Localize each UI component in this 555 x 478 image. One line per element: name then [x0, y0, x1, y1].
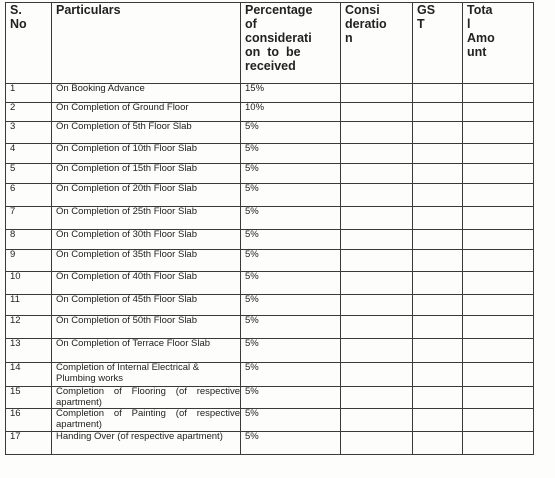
header-percentage-line: received [245, 59, 296, 73]
cell-particulars: Completion of Painting (of respective apartment) [52, 409, 241, 432]
cell-consideration [341, 144, 413, 164]
cell-sno: 9 [6, 250, 52, 272]
cell-percentage: 5% [241, 409, 341, 432]
cell-consideration [341, 250, 413, 272]
cell-percentage: 5% [241, 339, 341, 363]
table-row [6, 144, 534, 164]
cell-consideration [341, 184, 413, 207]
header-sno [6, 3, 52, 84]
table-row [6, 84, 534, 103]
cell-total-amount [463, 409, 534, 432]
table-row [6, 250, 534, 272]
cell-consideration [341, 363, 413, 387]
cell-percentage: 5% [241, 250, 341, 272]
cell-consideration [341, 164, 413, 184]
payment-schedule-table [5, 2, 534, 455]
cell-gst [413, 295, 463, 316]
table-row [6, 103, 534, 122]
cell-sno: 12 [6, 316, 52, 339]
cell-percentage: 15% [241, 84, 341, 103]
cell-particulars: On Completion of 30th Floor Slab [52, 230, 241, 250]
header-percentage-line: on to be [245, 45, 301, 59]
table-row [6, 339, 534, 363]
cell-particulars: On Completion of 20th Floor Slab [52, 184, 241, 207]
header-percentage-line: considerati [245, 31, 312, 45]
cell-percentage: 5% [241, 387, 341, 409]
cell-gst [413, 164, 463, 184]
cell-sno: 17 [6, 432, 52, 455]
cell-percentage: 5% [241, 144, 341, 164]
cell-particulars: On Completion of 40th Floor Slab [52, 272, 241, 295]
header-total-line: l [467, 17, 471, 31]
cell-consideration [341, 316, 413, 339]
cell-particulars: Completion of Internal Electrical & Plumbing works [52, 363, 241, 387]
cell-consideration [341, 122, 413, 144]
cell-particulars: On Completion of 50th Floor Slab [52, 316, 241, 339]
cell-sno: 6 [6, 184, 52, 207]
cell-consideration [341, 84, 413, 103]
table-row [6, 363, 534, 387]
cell-consideration [341, 103, 413, 122]
cell-particulars: Handing Over (of respective apartment) [52, 432, 241, 455]
header-total-line: unt [467, 45, 487, 59]
cell-particulars: On Completion of 25th Floor Slab [52, 207, 241, 230]
header-total-line: Amo [467, 31, 495, 45]
cell-percentage: 5% [241, 207, 341, 230]
cell-total-amount [463, 250, 534, 272]
table-row [6, 122, 534, 144]
cell-percentage: 5% [241, 184, 341, 207]
cell-percentage: 5% [241, 316, 341, 339]
table-row [6, 387, 534, 409]
header-percentage [241, 3, 341, 84]
header-consideration-line: deratio [345, 17, 387, 31]
table-row [6, 207, 534, 230]
cell-gst [413, 250, 463, 272]
cell-percentage: 5% [241, 272, 341, 295]
cell-sno: 7 [6, 207, 52, 230]
cell-consideration [341, 409, 413, 432]
cell-sno: 2 [6, 103, 52, 122]
cell-total-amount [463, 84, 534, 103]
cell-particulars: On Completion of 45th Floor Slab [52, 295, 241, 316]
cell-total-amount [463, 230, 534, 250]
cell-particulars: On Completion of 35th Floor Slab [52, 250, 241, 272]
cell-sno: 3 [6, 122, 52, 144]
cell-particulars: On Completion of Terrace Floor Slab [52, 339, 241, 363]
table-row [6, 409, 534, 432]
cell-gst [413, 122, 463, 144]
table-row [6, 230, 534, 250]
cell-gst [413, 387, 463, 409]
header-consideration [341, 3, 413, 84]
cell-total-amount [463, 295, 534, 316]
cell-total-amount [463, 339, 534, 363]
cell-total-amount [463, 122, 534, 144]
header-consideration-line: n [345, 31, 353, 45]
cell-particulars: On Completion of 10th Floor Slab [52, 144, 241, 164]
cell-gst [413, 207, 463, 230]
table-row [6, 295, 534, 316]
header-percentage-line: Percentage [245, 3, 313, 17]
cell-gst [413, 272, 463, 295]
cell-consideration [341, 339, 413, 363]
cell-total-amount [463, 363, 534, 387]
table-row [6, 432, 534, 455]
header-consideration-line: Consi [345, 3, 380, 17]
header-gst-line: GS [417, 3, 436, 17]
cell-gst [413, 144, 463, 164]
cell-gst [413, 316, 463, 339]
cell-consideration [341, 295, 413, 316]
cell-consideration [341, 272, 413, 295]
cell-percentage: 10% [241, 103, 341, 122]
cell-consideration [341, 230, 413, 250]
cell-total-amount [463, 432, 534, 455]
cell-sno: 10 [6, 272, 52, 295]
cell-gst [413, 363, 463, 387]
cell-total-amount [463, 316, 534, 339]
cell-gst [413, 103, 463, 122]
header-sno-line: S. [10, 3, 22, 17]
cell-percentage: 5% [241, 164, 341, 184]
cell-percentage: 5% [241, 432, 341, 455]
header-particulars: Particulars [52, 3, 241, 84]
header-total-amount [463, 3, 534, 84]
cell-total-amount [463, 184, 534, 207]
table-body [6, 84, 534, 455]
cell-consideration [341, 432, 413, 455]
cell-gst [413, 230, 463, 250]
cell-sno: 5 [6, 164, 52, 184]
cell-gst [413, 409, 463, 432]
header-sno-line: No [10, 17, 27, 31]
cell-consideration [341, 207, 413, 230]
cell-total-amount [463, 164, 534, 184]
cell-particulars: Completion of Flooring (of respective apartment) [52, 387, 241, 409]
cell-particulars: On Booking Advance [52, 84, 241, 103]
cell-percentage: 5% [241, 295, 341, 316]
header-total-line: Tota [467, 3, 493, 17]
table-row [6, 164, 534, 184]
cell-total-amount [463, 207, 534, 230]
cell-total-amount [463, 387, 534, 409]
cell-particulars: On Completion of 5th Floor Slab [52, 122, 241, 144]
header-gst-line: T [417, 17, 425, 31]
cell-percentage: 5% [241, 230, 341, 250]
cell-particulars: On Completion of Ground Floor [52, 103, 241, 122]
cell-percentage: 5% [241, 363, 341, 387]
cell-sno: 15 [6, 387, 52, 409]
cell-sno: 11 [6, 295, 52, 316]
table-row [6, 184, 534, 207]
cell-total-amount [463, 144, 534, 164]
table-row [6, 316, 534, 339]
header-gst [413, 3, 463, 84]
cell-consideration [341, 387, 413, 409]
cell-sno: 4 [6, 144, 52, 164]
cell-gst [413, 339, 463, 363]
table-row [6, 272, 534, 295]
cell-sno: 16 [6, 409, 52, 432]
cell-gst [413, 184, 463, 207]
cell-percentage: 5% [241, 122, 341, 144]
cell-total-amount [463, 272, 534, 295]
cell-sno: 14 [6, 363, 52, 387]
cell-sno: 13 [6, 339, 52, 363]
cell-total-amount [463, 103, 534, 122]
header-percentage-line: of [245, 17, 257, 31]
cell-sno: 1 [6, 84, 52, 103]
cell-gst [413, 432, 463, 455]
header-row [6, 3, 534, 84]
cell-sno: 8 [6, 230, 52, 250]
cell-gst [413, 84, 463, 103]
cell-particulars: On Completion of 15th Floor Slab [52, 164, 241, 184]
